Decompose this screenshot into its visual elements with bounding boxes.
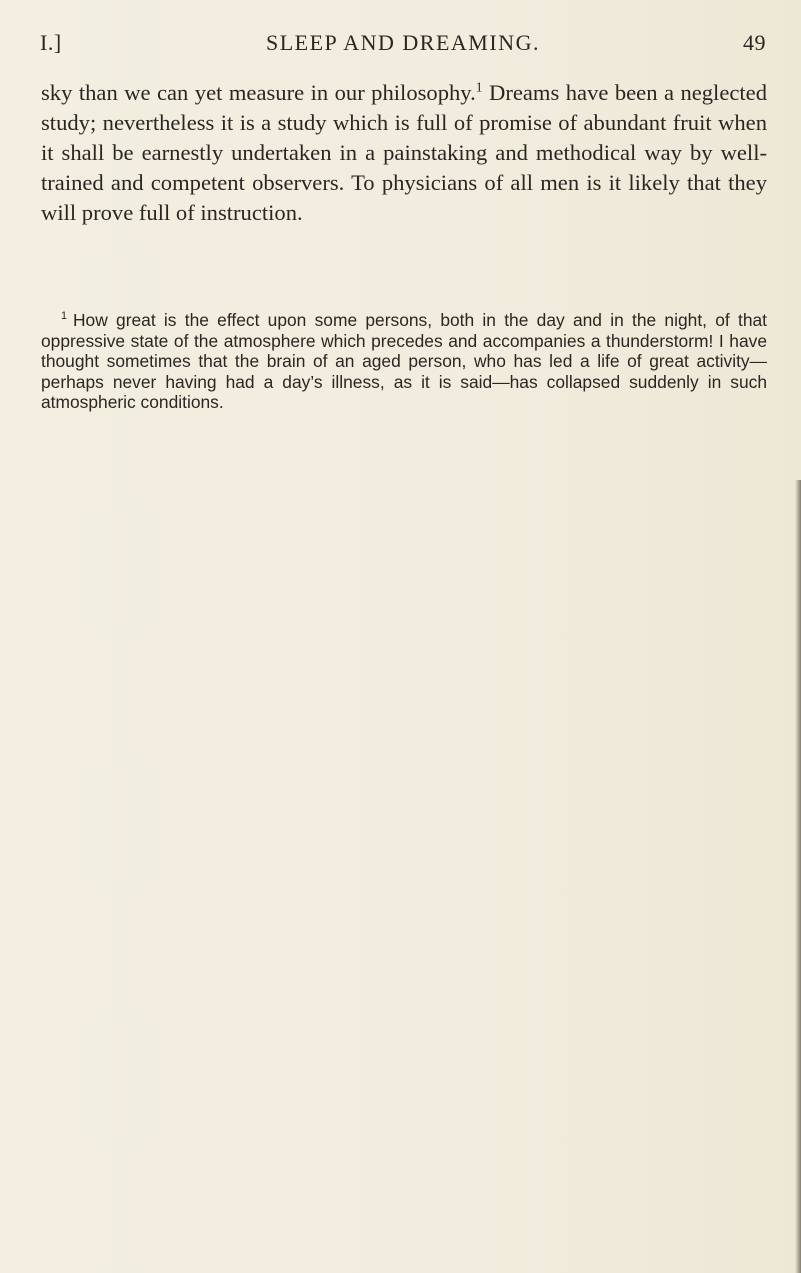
footnote-marker: 1: [61, 310, 67, 323]
footnote-reference: 1: [475, 79, 483, 95]
text-after-footnote-ref: Dreams have been a neglected study; nevertheless it is a study which is full of promise of abundant fruit when it shall be earnestly undertaken in a painstaking and methodical way by well-trained and competent observers. To physicians of all men is it likely that they will prove full of instruction.: [41, 80, 767, 225]
body-paragraph: [41, 78, 767, 228]
footnote-paragraph: [41, 310, 767, 413]
footnote-text: How great is the effect upon some persons, both in the day and in the night, of that oppressive state of the atmosphere which precedes and accompanies a thunderstorm! I have thought sometimes that the brain of an aged person, who has led a life of great activity—perhaps never having had a day’s illness, as it is said—has collapsed suddenly in such atmospheric conditions.: [41, 310, 767, 412]
paragraph-text: [41, 78, 767, 228]
page-number: 49: [743, 30, 766, 55]
page-edge-shadow: [795, 480, 801, 1273]
text-before-footnote-ref: sky than we can yet measure in our philosophy.: [41, 80, 476, 105]
chapter-number: I.]: [40, 30, 62, 55]
running-head: [40, 30, 766, 58]
footnote: [41, 310, 767, 413]
running-title: SLEEP AND DREAMING.: [266, 30, 540, 55]
